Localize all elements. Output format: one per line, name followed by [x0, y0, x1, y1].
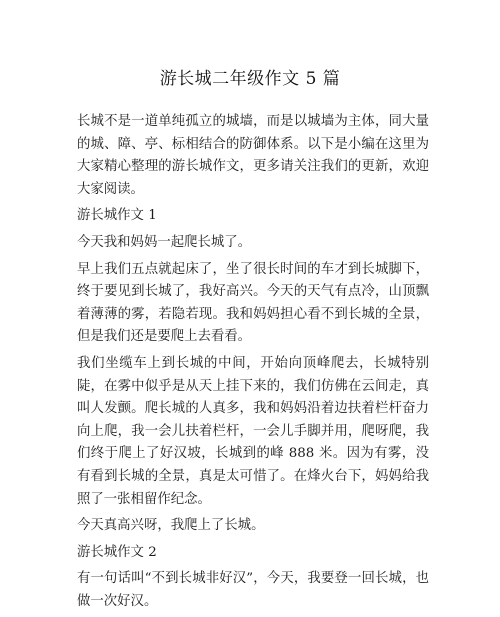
document-body [77, 111, 429, 617]
body-paragraph: 早上我们五点就起床了，坐了很长时间的车才到长城脚下，终于要见到长城了，我好高兴。今天的天气有点冷，山顶飘着薄薄的雾，若隐若现。我和妈妈担心看不到长城的全景，但是我们还是要爬上去看看。 [77, 261, 429, 345]
body-paragraph: 今天我和妈妈一起爬长城了。 [77, 234, 252, 250]
body-paragraph: 我们坐缆车上到长城的中间，开始向顶峰爬去，长城特别陡，在雾中似乎是从天上挂下来的，我们仿佛在云间走，真叫人发颤。爬长城的人真多，我和妈妈沿着边扶着栏杆奋力向上爬，我一会儿扶着栏杆，一会儿手脚并用，爬呀爬，我们终于爬上了好汉坡，长城到的峰 888 米。因为有雾，没有看到长城的全景，真是太可惜了。在烽火台下，妈妈给我照了一张相留作纪念。 [77, 355, 429, 507]
section-heading-essay-1: 游长城作文 1 [77, 208, 157, 224]
body-paragraph: 今天真高兴呀，我爬上了长城。 [77, 518, 265, 534]
body-paragraph: 有一句话叫“不到长城非好汉”，今天，我要登一回长城，也做一次好汉。 [77, 571, 429, 609]
document-title: 游长城二年级作文 5 篇 [159, 69, 341, 89]
section-heading-essay-2: 游长城作文 2 [77, 544, 157, 560]
intro-paragraph: 长城不是一道单纯孤立的城墙，而是以城墙为主体，同大量的城、障、亭、标相结合的防御体系。以下是小编在这里为大家精心整理的游长城作文，更多请关注我们的更新，欢迎大家阅读。 [77, 114, 429, 197]
